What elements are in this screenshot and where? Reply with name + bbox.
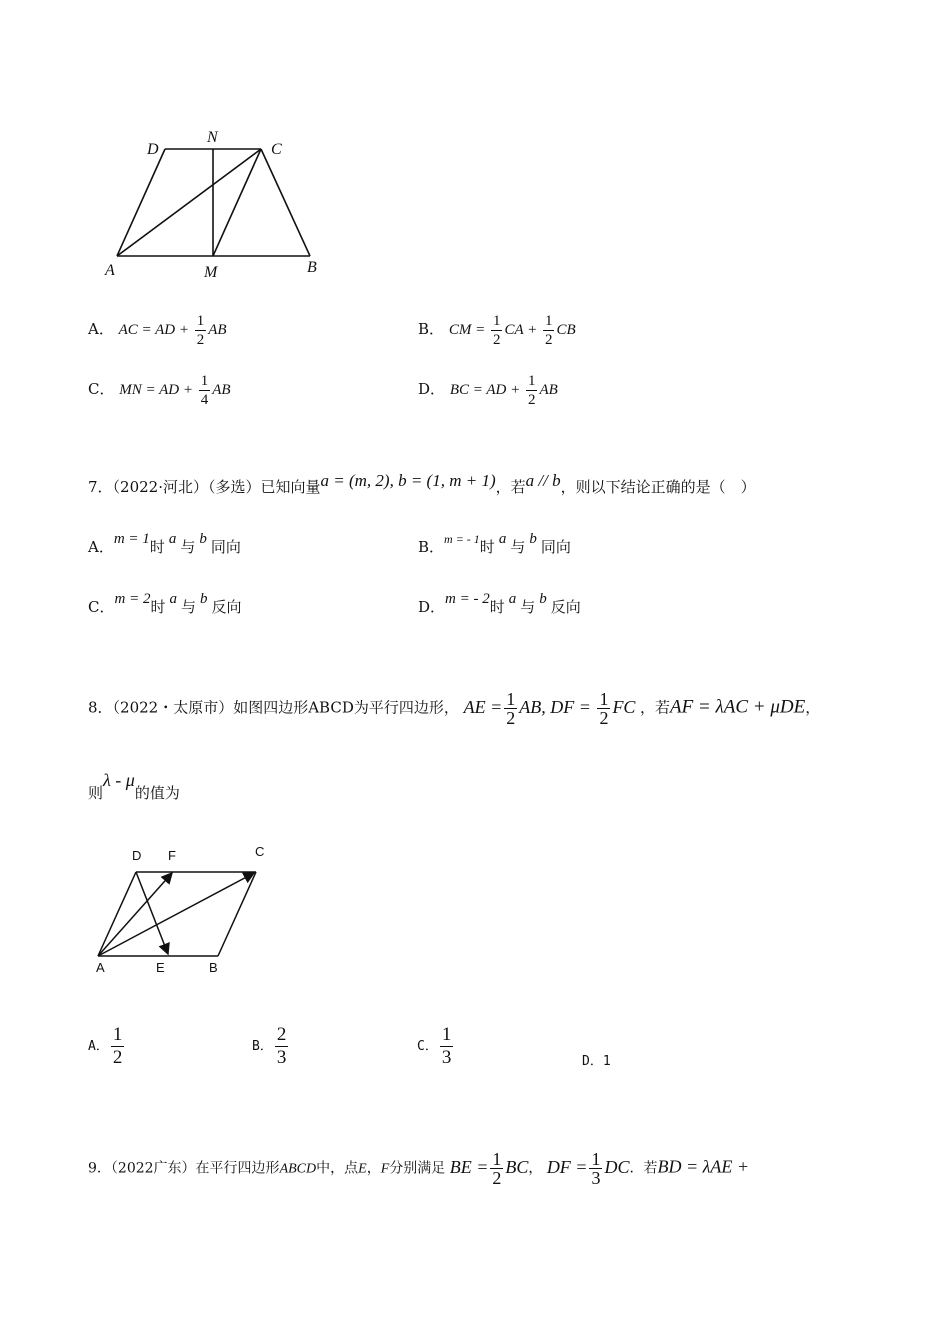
vector-expression: BC = AD + $\frac{1}{2}$ AB: [449, 373, 558, 408]
q9-condition-df: DF = $\frac{1}{3}$ DC: [546, 1149, 630, 1188]
vector-af: [98, 873, 172, 956]
label-n: N: [207, 129, 218, 146]
segment-ad: [98, 872, 136, 956]
q6-option-a[interactable]: A． AC = AD + $\frac{1}{2}$ AB: [88, 313, 227, 348]
q7-option-c[interactable]: C．m = 2时 a 与 b 反向: [88, 591, 242, 616]
label-c: C: [271, 141, 282, 158]
q8-option-c[interactable]: C． $\frac{1}{3}$: [417, 1024, 452, 1068]
vector-ac: [98, 873, 254, 956]
q6-option-d[interactable]: D． BC = AD + $\frac{1}{2}$ AB: [418, 373, 558, 408]
label-f: F: [168, 848, 176, 863]
q8-option-b[interactable]: B． $\frac{2}{3}$: [252, 1024, 287, 1068]
segment-ac: [117, 149, 261, 256]
q7-option-d[interactable]: D．m = - 2时 a 与 b 反向: [418, 591, 581, 616]
q8-option-d[interactable]: D．1: [582, 1054, 611, 1069]
q7-option-b[interactable]: B．$^{m = - 1}$时 a 与 b 同向: [418, 531, 571, 556]
label-d: D: [147, 141, 159, 158]
vector-expression: CM = $\frac{1}{2}$ CA + $\frac{1}{2}$ CB: [448, 313, 576, 348]
vector-expression: MN = AD + $\frac{1}{4}$ AB: [119, 373, 231, 408]
q8-option-a[interactable]: A． $\frac{1}{2}$: [88, 1024, 123, 1068]
label-b: B: [209, 960, 218, 975]
vector-expression: AC = AD + $\frac{1}{2}$ AB: [118, 313, 227, 348]
q7-stem: 7．（2022·河北）（多选）已知向量a = (m, 2), b = (1, m + 1)，若a // b，则以下结论正确的是（ ）: [88, 471, 756, 496]
segment-cb: [261, 149, 310, 256]
q9-stem: 9．（2022广东）在平行四边形ABCD中，点E，F分别满足 BE = $\frac{1}{2}$ BC， DF = $\frac{1}{3}$ DC．若BD = λAE +: [88, 1149, 750, 1188]
q8-ask: 则λ - μ的值为: [88, 770, 180, 802]
segment-ad: [117, 149, 165, 256]
q7-option-a[interactable]: A．m = 1时 a 与 b 同向: [88, 531, 241, 556]
label-b: B: [307, 259, 317, 276]
label-m: M: [204, 264, 218, 281]
label-e: E: [156, 960, 165, 975]
q9-condition-be: BE = $\frac{1}{2}$ BC: [449, 1149, 529, 1188]
label-a: A: [96, 960, 105, 975]
label-d: D: [132, 848, 142, 863]
trapezoid-figure: [95, 120, 335, 285]
label-c: C: [255, 844, 265, 859]
q8-stem: 8．（2022・太原市）如图四边形ABCD为平行四边形， AE = $\frac{1}{2}$ AB, DF = $\frac{1}{2}$ FC ，若AF = λAC + μDE，: [88, 689, 821, 728]
vector-de: [136, 872, 168, 954]
segment-bc: [218, 872, 256, 956]
q6-option-c[interactable]: C． MN = AD + $\frac{1}{4}$ AB: [88, 373, 231, 408]
q6-option-b[interactable]: B． CM = $\frac{1}{2}$ CA + $\frac{1}{2}$ CB: [418, 313, 576, 348]
parallelogram-figure: [88, 840, 278, 980]
q8-condition: AE = $\frac{1}{2}$ AB, DF = $\frac{1}{2}$ FC: [463, 689, 636, 728]
segment-mc: [213, 149, 261, 256]
label-a: A: [105, 262, 115, 279]
